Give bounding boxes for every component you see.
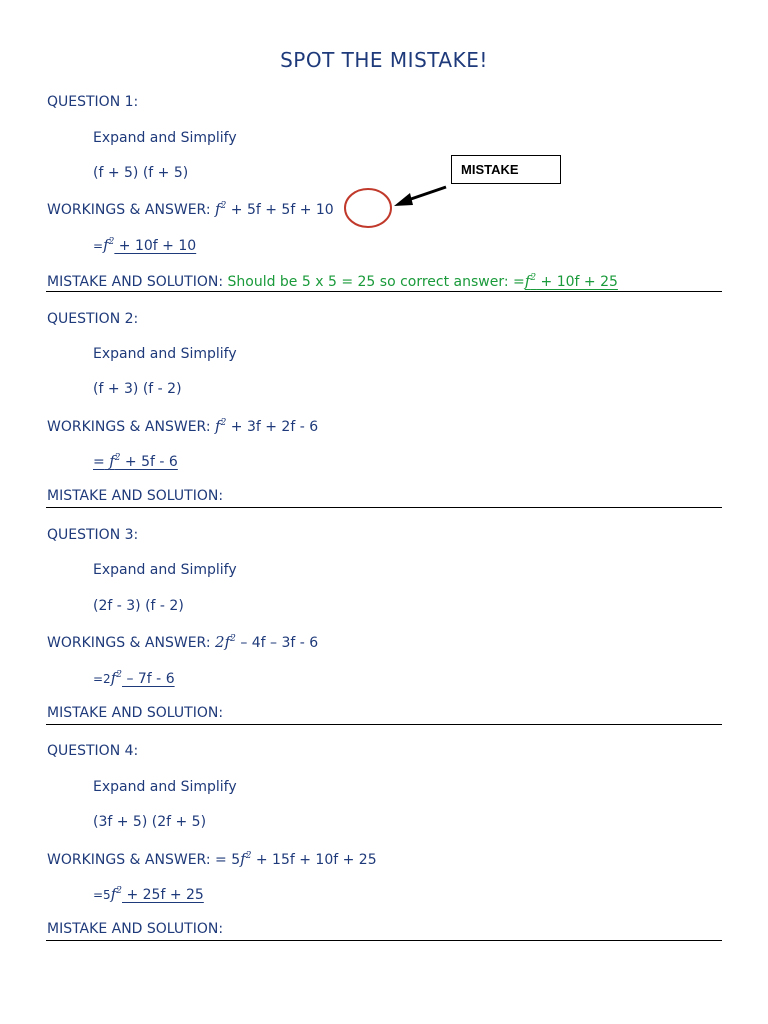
question-2-answer [93,452,178,470]
question-2-workings [47,417,318,435]
question-1-instruction: Expand and Simplify [93,130,237,146]
workings-label: WORKINGS & ANSWER: [47,635,211,651]
f-squared: $f^2$ [240,850,252,868]
question-3-mistake-solution [47,705,223,721]
f-squared: $f^2$ [110,669,122,687]
question-4-mistake-solution [47,921,223,937]
page-title: SPOT THE MISTAKE! [280,48,488,72]
divider [46,291,722,292]
workings-terms: + 3f + 2f - 6 [226,419,319,435]
question-4-answer [93,885,204,903]
question-2-mistake-solution [47,488,223,504]
question-1-heading: QUESTION 1: [47,94,139,110]
mistake-circle [345,189,391,227]
question-3-answer [93,669,175,687]
question-4-heading: QUESTION 4: [47,743,139,759]
question-3-heading: QUESTION 3: [47,527,139,543]
answer-terms: – 7f - 6 [122,671,175,687]
workings-label: WORKINGS & ANSWER: [47,852,211,868]
answer-prefix: =2 [93,672,111,686]
question-3-workings [47,633,318,651]
solution-text: Should be 5 x 5 = 25 so correct answer: = [227,274,525,290]
mistake-callout-box: MISTAKE [451,155,561,184]
question-4-expression: (3f + 5) (2f + 5) [93,814,207,830]
answer-terms: + 5f - 6 [120,454,178,470]
f-squared: $f^2$ [215,200,227,218]
workings-label: WORKINGS & ANSWER: [47,202,211,218]
question-2-expression: (f + 3) (f - 2) [93,381,182,397]
workings-terms: + 5f + 5f + 10 [226,202,334,218]
mistake-label: MISTAKE AND SOLUTION: [47,705,224,721]
workings-terms: + 15f + 10f + 25 [251,852,377,868]
f-squared: $f^2$ [224,633,236,651]
mistake-label: MISTAKE AND SOLUTION: [47,921,224,937]
f-squared: $f^2$ [103,236,115,254]
f-squared: $f^2$ [109,452,121,470]
answer-terms: + 10f + 10 [114,238,197,254]
question-3-expression: (2f - 3) (f - 2) [93,598,184,614]
question-2-instruction: Expand and Simplify [93,346,237,362]
question-1-mistake-solution [47,272,618,290]
question-1-workings [47,200,334,218]
divider [46,940,722,941]
question-1-expression: (f + 5) (f + 5) [93,165,189,181]
mistake-label: MISTAKE AND SOLUTION: [47,274,224,290]
answer-prefix: = [93,454,105,470]
divider [46,724,722,725]
question-1-answer [93,236,196,254]
question-3-instruction: Expand and Simplify [93,562,237,578]
question-4-instruction: Expand and Simplify [93,779,237,795]
answer-terms: + 25f + 25 [122,887,204,903]
divider [46,507,722,508]
f-squared: $f^2$ [110,885,122,903]
answer-prefix: =5 [93,888,111,902]
mistake-label: MISTAKE AND SOLUTION: [47,488,224,504]
workings-label: WORKINGS & ANSWER: [47,419,211,435]
workings-prefix: 2 [215,633,225,651]
f-squared: $f^2$ [215,417,227,435]
arrow-icon [394,187,446,206]
f-squared: $f^2$ [524,272,537,290]
question-4-workings [47,850,377,868]
question-2-heading: QUESTION 2: [47,311,139,327]
workings-terms: – 4f – 3f - 6 [235,635,319,651]
solution-terms: + 10f + 25 [536,274,618,290]
workings-prefix: = 5 [215,852,241,868]
answer-prefix: = [93,239,104,253]
